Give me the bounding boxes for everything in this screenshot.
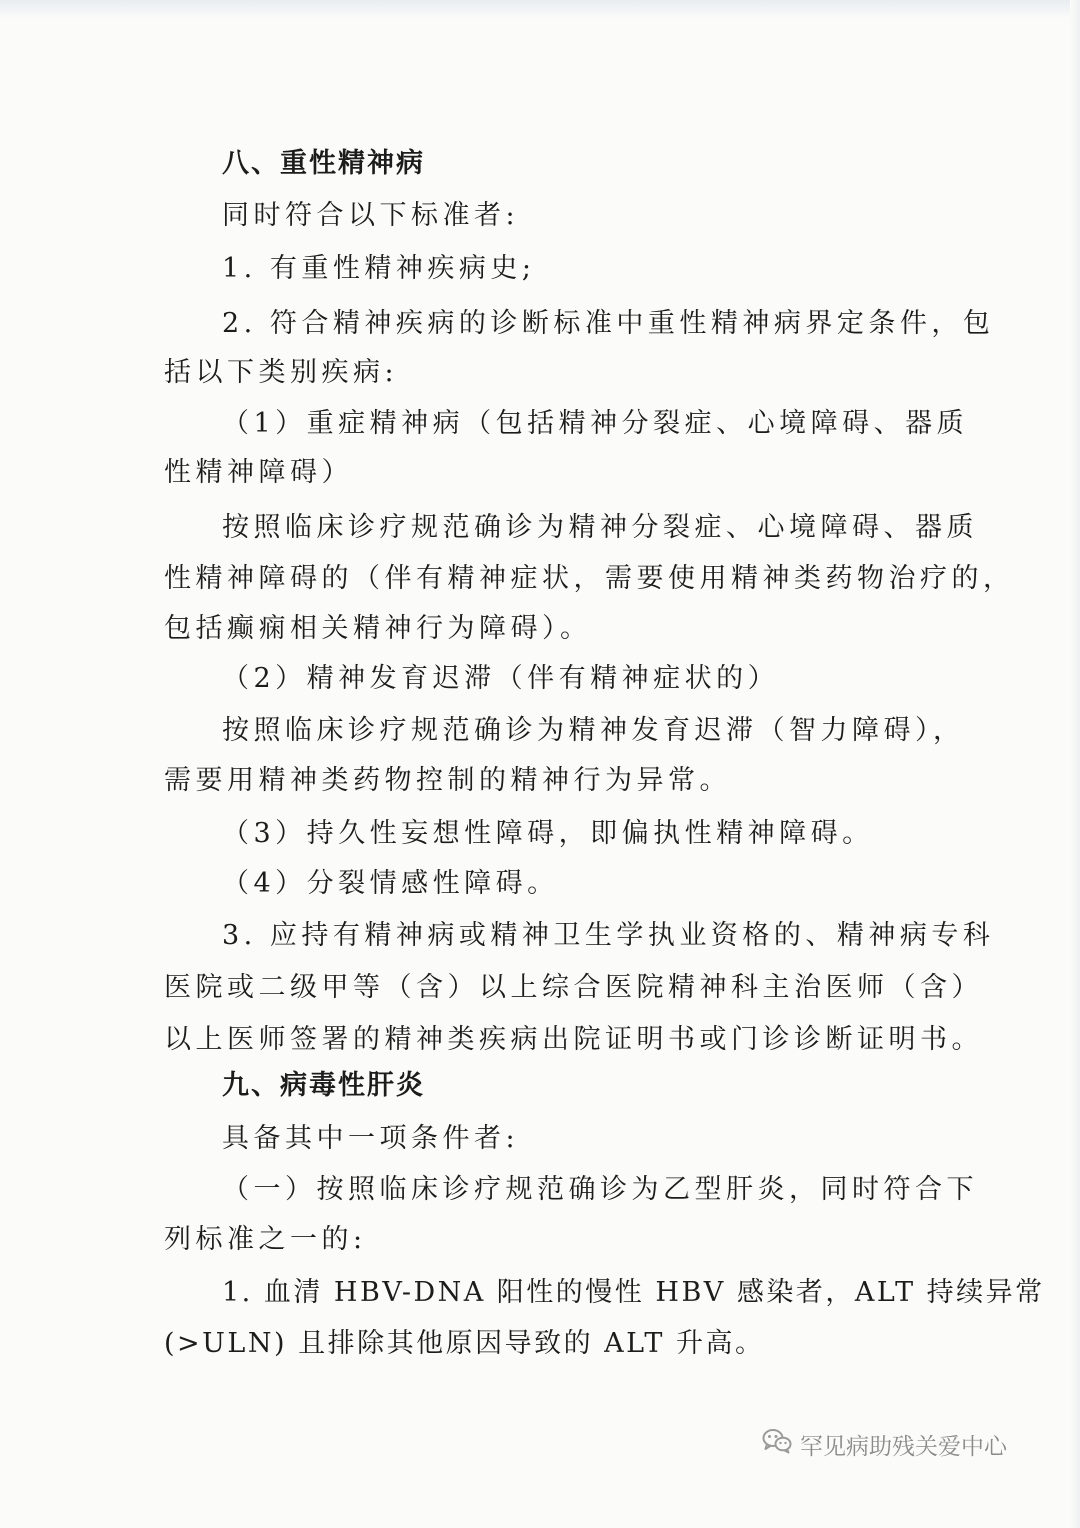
sub-2-title: （2）精神发育迟滞（伴有精神症状的） bbox=[222, 663, 780, 694]
sub-1-body-line-1: 按照临床诊疗规范确诊为精神分裂症、心境障碍、器质 bbox=[222, 512, 978, 543]
section-9-intro: 具备其中一项条件者: bbox=[222, 1123, 520, 1154]
section-8-item-3-line-1: 3. 应持有精神病或精神卫生学执业资格的、精神病专科 bbox=[222, 920, 995, 951]
watermark bbox=[762, 1424, 1007, 1464]
condition-1-line-2: 列标准之一的: bbox=[164, 1224, 367, 1255]
section-8-item-3-line-3: 以上医师签署的精神类疾病出院证明书或门诊诊断证明书。 bbox=[164, 1024, 983, 1055]
watermark-text: 罕见病助残关爱中心 bbox=[800, 1433, 1007, 1460]
condition-1-item-1-line-2: (>ULN) 且排除其他原因导致的 ALT 升高。 bbox=[164, 1328, 765, 1359]
scan-top-edge bbox=[0, 0, 1080, 18]
sub-3: （3）持久性妄想性障碍，即偏执性精神障碍。 bbox=[222, 818, 874, 849]
section-8-item-2-line-1: 2. 符合精神疾病的诊断标准中重性精神病界定条件，包 bbox=[222, 308, 995, 339]
sub-1-title-line-1: （1）重症精神病（包括精神分裂症、心境障碍、器质 bbox=[222, 408, 969, 439]
section-8-item-1: 1. 有重性精神疾病史; bbox=[222, 253, 536, 284]
section-8-item-3-line-2: 医院或二级甲等（含）以上综合医院精神科主治医师（含） bbox=[164, 972, 983, 1003]
scan-right-edge bbox=[1070, 0, 1080, 1528]
section-8-intro: 同时符合以下标准者: bbox=[222, 200, 520, 231]
sub-1-title-line-2: 性精神障碍） bbox=[164, 457, 353, 488]
section-8-item-2-line-2: 括以下类别疾病: bbox=[164, 357, 399, 388]
sub-2-body-line-1: 按照临床诊疗规范确诊为精神发育迟滞（智力障碍）， bbox=[222, 715, 965, 746]
condition-1-item-1-line-1: 1. 血清 HBV-DNA 阳性的慢性 HBV 感染者，ALT 持续异常 bbox=[222, 1277, 1045, 1308]
section-9-heading: 九、病毒性肝炎 bbox=[222, 1070, 425, 1101]
section-8-heading: 八、重性精神病 bbox=[222, 148, 425, 179]
condition-1-line-1: （一）按照临床诊疗规范确诊为乙型肝炎，同时符合下 bbox=[222, 1174, 978, 1205]
sub-1-body-line-3: 包括癫痫相关精神行为障碍）。 bbox=[164, 613, 592, 644]
sub-1-body-line-2: 性精神障碍的（伴有精神症状，需要使用精神类药物治疗的， bbox=[164, 563, 1015, 594]
sub-4: （4）分裂情感性障碍。 bbox=[222, 868, 559, 899]
wechat-icon bbox=[762, 1428, 792, 1460]
sub-2-body-line-2: 需要用精神类药物控制的精神行为异常。 bbox=[164, 765, 731, 796]
